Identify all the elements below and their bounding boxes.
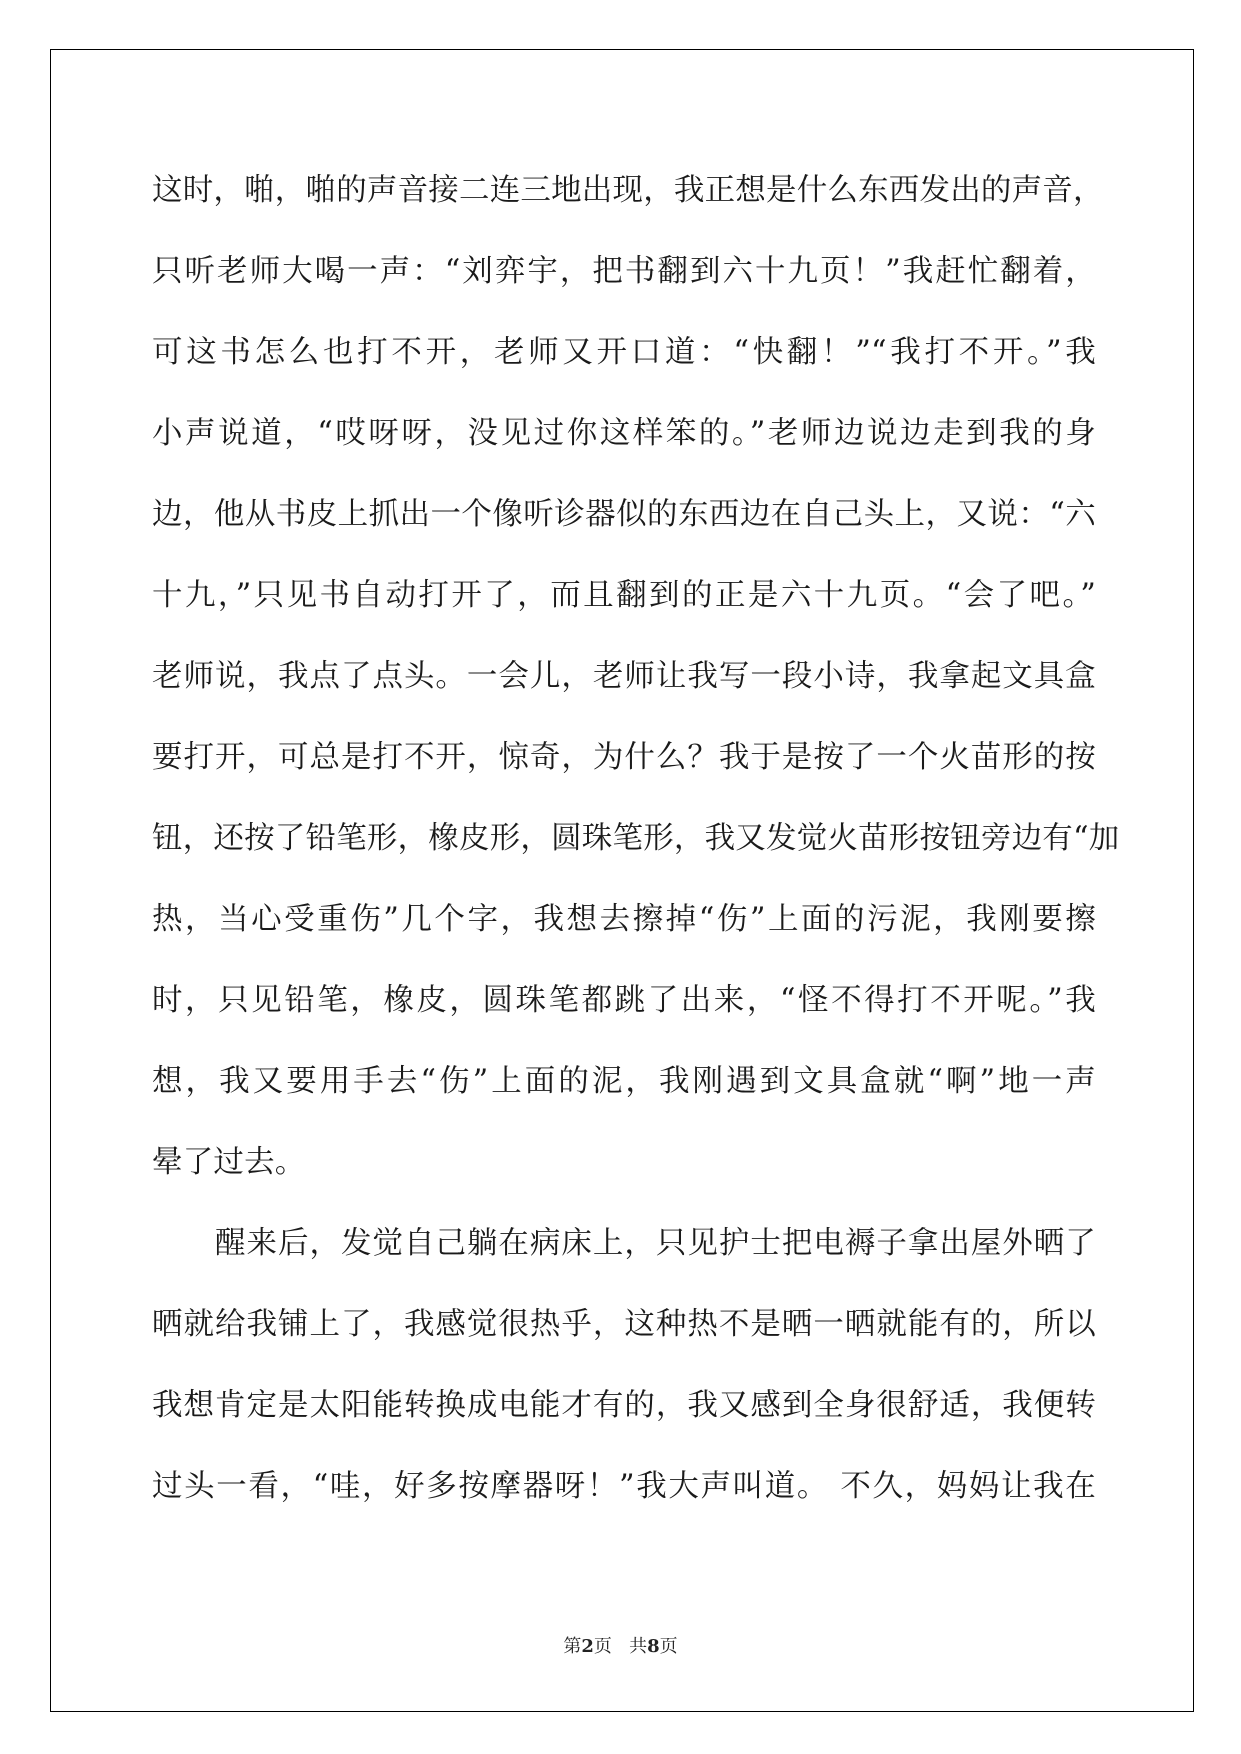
- page-number: 2: [581, 1636, 594, 1657]
- total-prefix: 共: [629, 1636, 648, 1657]
- text-line: 钮，还按了铅笔形，橡皮形，圆珠笔形，我又发觉火苗形按钮旁边有“加: [152, 821, 1120, 856]
- page-prefix: 第: [563, 1636, 582, 1657]
- text-line: 我想肯定是太阳能转换成电能才有的，我又感到全身很舒适，我便转: [152, 1388, 1096, 1423]
- text-line: 边，他从书皮上抓出一个像听诊器似的东西边在自己头上，又说：“六: [152, 497, 1096, 532]
- text-line: 醒来后，发觉自己躺在病床上，只见护士把电褥子拿出屋外晒了: [215, 1226, 1096, 1261]
- text-line: 老师说，我点了点头。一会儿，老师让我写一段小诗，我拿起文具盒: [152, 659, 1096, 694]
- text-line: 只听老师大喝一声：“刘弈宇，把书翻到六十九页！”我赶忙翻着，: [152, 254, 1096, 289]
- page-footer: [0, 1632, 1241, 1658]
- document-body: [152, 160, 1120, 1537]
- text-line: 这时，啪，啪的声音接二连三地出现，我正想是什么东西发出的声音，: [152, 173, 1104, 208]
- text-line: 要打开，可总是打不开，惊奇，为什么？我于是按了一个火苗形的按: [152, 740, 1096, 775]
- total-pages: 8: [647, 1636, 660, 1657]
- text-line: 十九，”只见书自动打开了，而且翻到的正是六十九页。“会了吧。”: [152, 578, 1096, 613]
- text-line: 晕了过去。: [152, 1145, 306, 1180]
- paragraph-2: [152, 1213, 1096, 1537]
- text-line: 想，我又要用手去“伤”上面的泥，我刚遇到文具盒就“啊”地一声: [152, 1064, 1096, 1099]
- text-line: 时，只见铅笔，橡皮，圆珠笔都跳了出来，“怪不得打不开呢。”我: [152, 983, 1096, 1018]
- text-line: 过头一看，“哇，好多按摩器呀！”我大声叫道。 不久，妈妈让我在: [152, 1469, 1096, 1504]
- text-line: 晒就给我铺上了，我感觉很热乎，这种热不是晒一晒就能有的，所以: [152, 1307, 1096, 1342]
- text-line: 小声说道，“哎呀呀，没见过你这样笨的。”老师边说边走到我的身: [152, 416, 1096, 451]
- total-suffix: 页: [659, 1636, 678, 1657]
- text-line: 可这书怎么也打不开，老师又开口道：“快翻！”“我打不开。”我: [152, 335, 1096, 370]
- text-line: 热，当心受重伤”几个字，我想去擦掉“伤”上面的污泥，我刚要擦: [152, 902, 1096, 937]
- page-suffix: 页: [593, 1636, 612, 1657]
- paragraph-1: [152, 160, 1120, 1213]
